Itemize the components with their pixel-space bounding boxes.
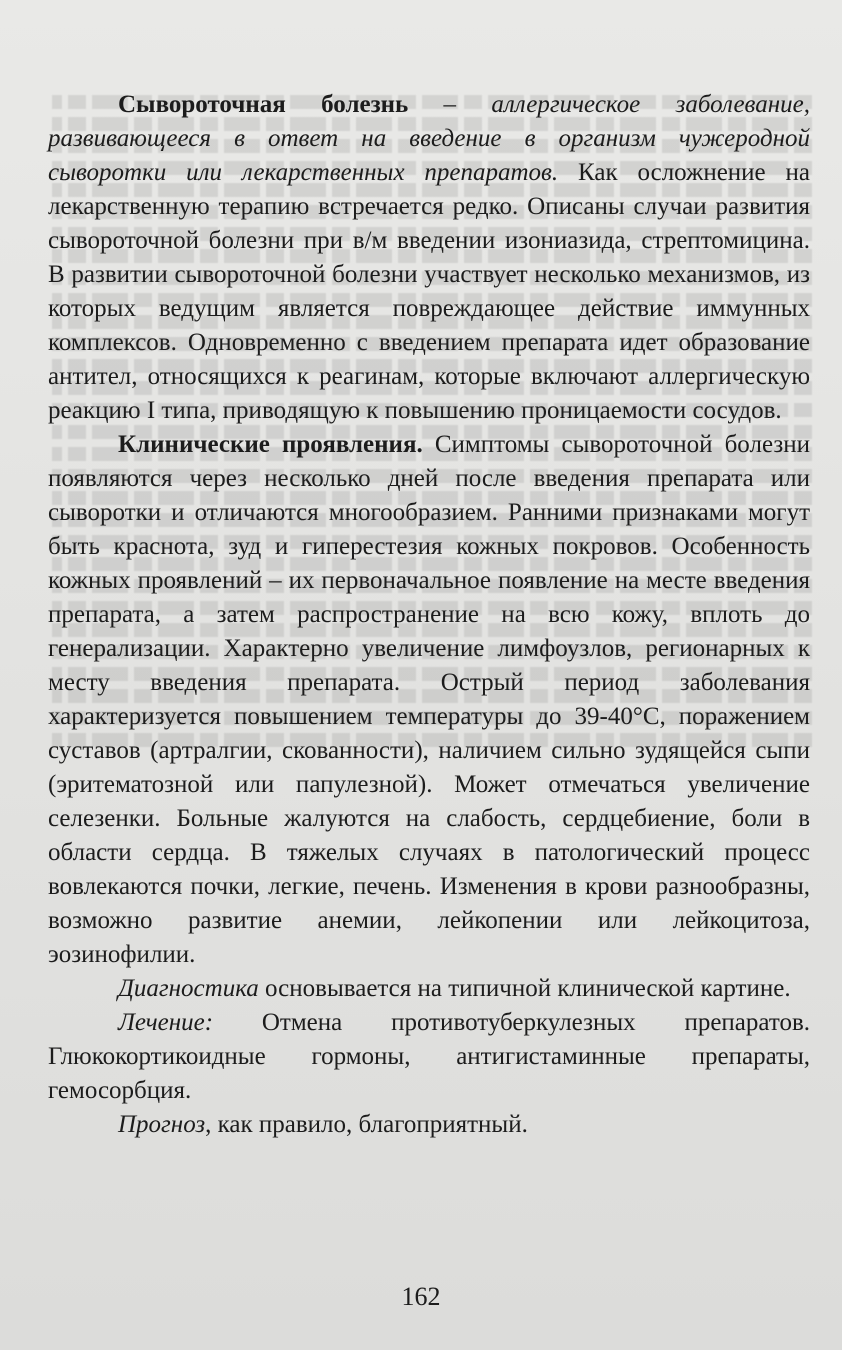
page-body bbox=[48, 88, 810, 1142]
paragraph-serum-sickness bbox=[48, 88, 810, 428]
paragraph-text: Отмена противотуберкулезных препаратов. Глюкокортикоидные гормоны, антигистаминные препараты, гемосорбция. bbox=[48, 1009, 810, 1104]
paragraph-text: Симптомы сывороточной болезни появляются через несколько дней после введения препарата или сыворотки и отличаются многообразием. Ранними признаками могут быть краснота, зуд и гиперестезия кожных покровов. Особенность кожных проявлений – их первоначальное появление на месте введения препарата, а затем распространение на всю кожу, вплоть до генерализации. Характерно увеличение лимфоузлов, регионарных к месту введения препарата. Острый период заболевания характеризуется повышением температуры до 39-40°С, поражением суставов (артралгии, скованности), наличием сильно зудящейся сыпи (эритематозной или папулезной). Может отмечаться увеличение селезенки. Больные жалуются на слабость, сердцебиение, боли в области сердца. В тяжелых случаях в патологический процесс вовлекаются почки, легкие, печень. Изменения в крови разнообразны, возможно развитие анемии, лейкопении или лейкоцитоза, эозинофилии. bbox=[48, 431, 810, 968]
label-prognosis: Прогноз bbox=[118, 1111, 206, 1138]
label-diagnostics: Диагностика bbox=[118, 975, 259, 1002]
page-number: 162 bbox=[401, 1282, 441, 1311]
paragraph-text: Как осложнение на лекарственную терапию встречается редко. Описаны случаи развития сывороточной болезни при в/м введении изониазида, стрептомицина. В развитии сывороточной болезни участвует несколько механизмов, из которых ведущим является повреждающее действие иммунных комплексов. Одновременно с введением препарата идет образование антител, относящихся к реагинам, которые включают аллергическую реакцию I типа, приводящую к повышению проницаемости сосудов. bbox=[48, 159, 810, 424]
term-definition: аллергическое заболевание, развивающееся в ответ на введение в организм чужеродной сыворотки или лекарственных препаратов. bbox=[48, 91, 810, 186]
paragraph-prognosis bbox=[48, 1108, 810, 1142]
paragraph-text: , как правило, благоприятный. bbox=[205, 1111, 528, 1138]
term-dash: – bbox=[408, 91, 492, 118]
paragraph-diagnostics bbox=[48, 972, 810, 1006]
paragraph-clinical bbox=[48, 428, 810, 972]
term-serum-sickness: Сывороточная болезнь bbox=[118, 91, 409, 118]
paragraph-text: основывается на типичной клинической картине. bbox=[258, 975, 791, 1002]
heading-clinical: Клинические проявления. bbox=[118, 431, 423, 458]
paragraph-treatment bbox=[48, 1006, 810, 1108]
label-treatment: Лечение: bbox=[118, 1009, 214, 1036]
